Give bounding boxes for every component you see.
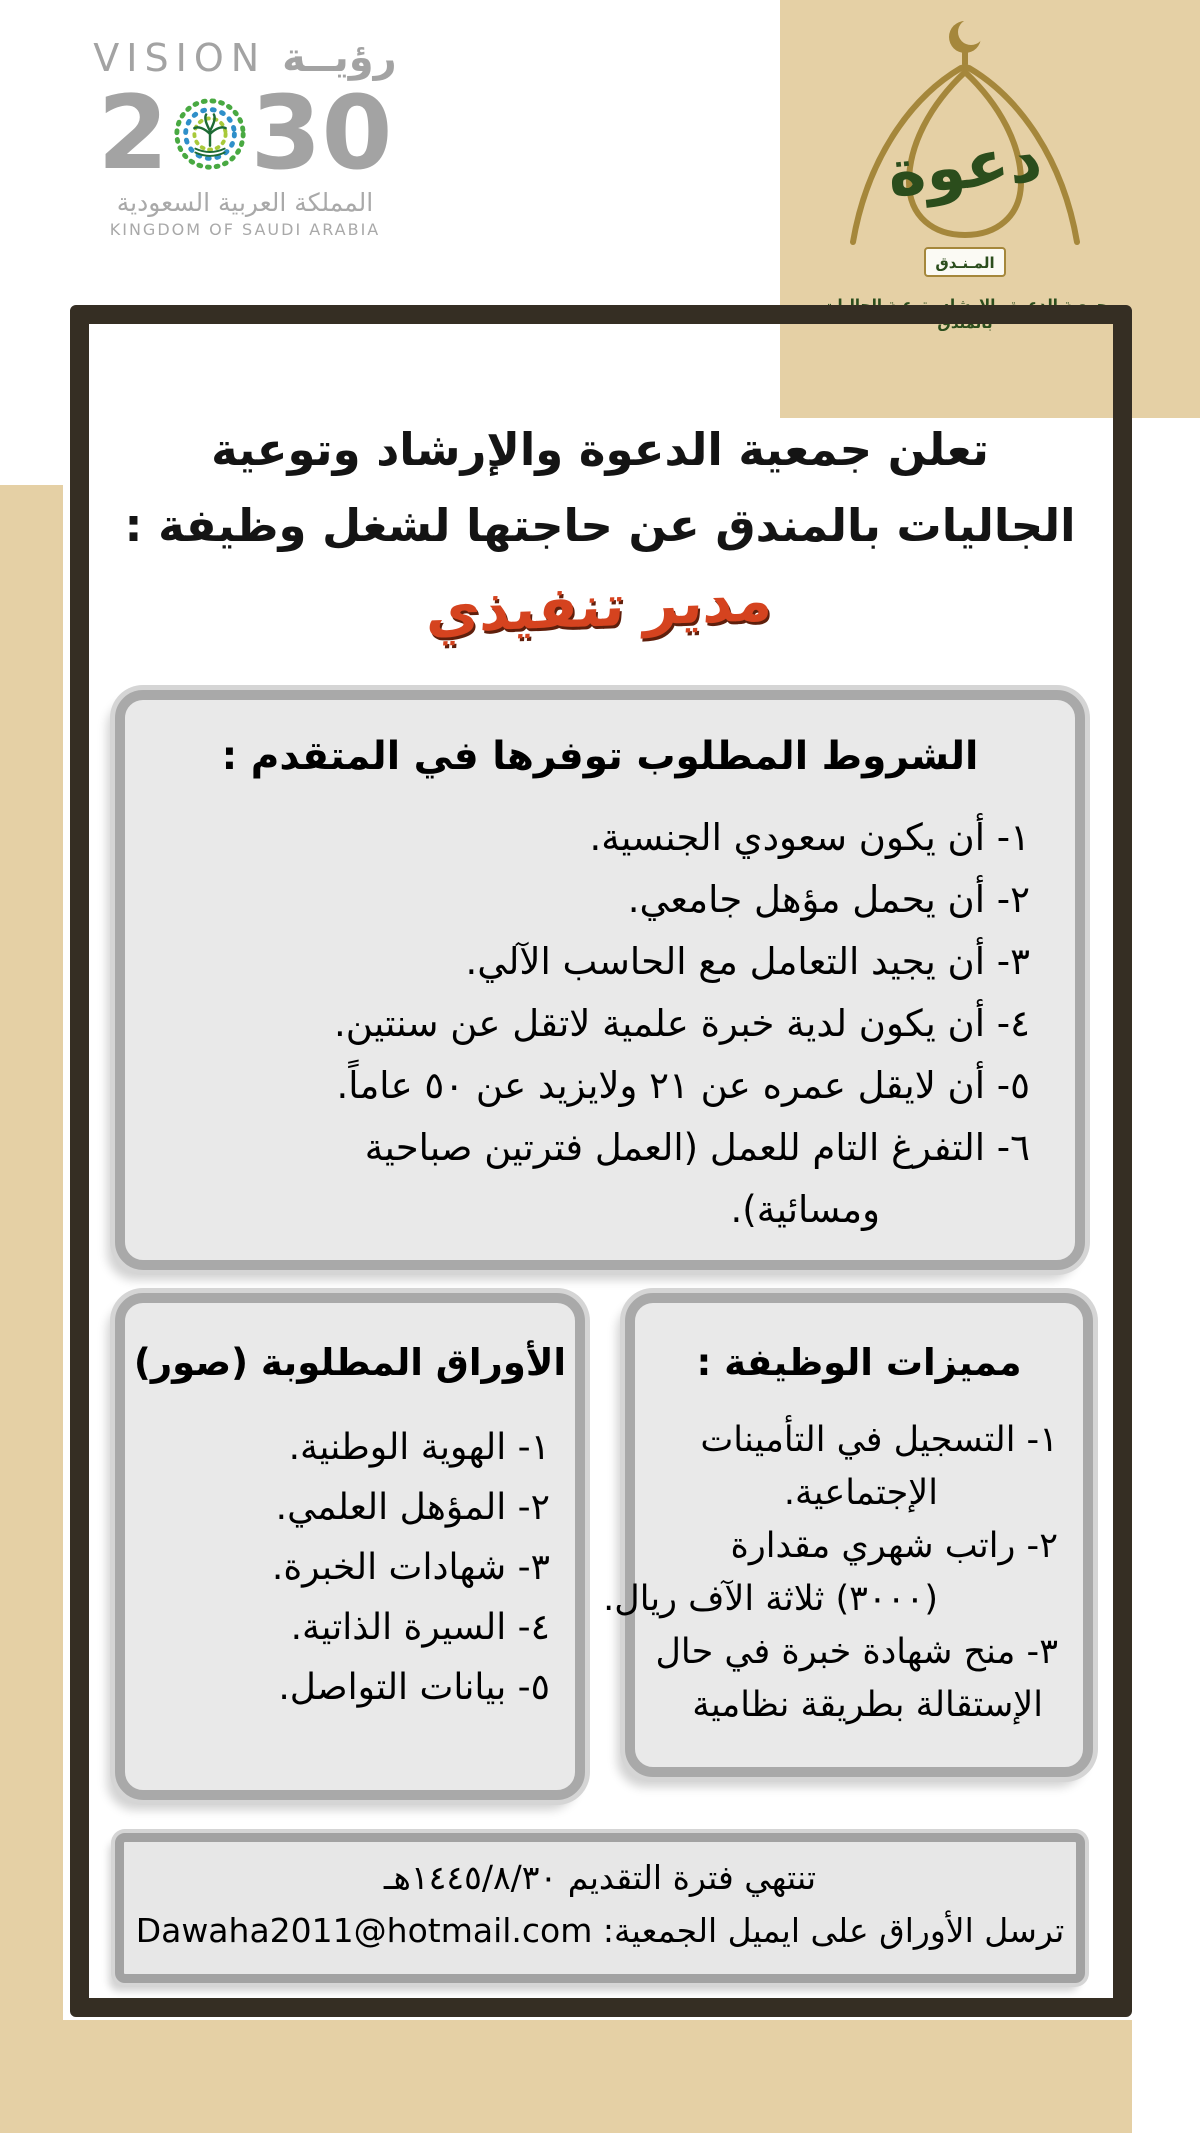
email-address: Dawaha2011@hotmail.com bbox=[135, 1911, 593, 1950]
dawah-org-logo bbox=[815, 10, 1115, 290]
benefit-item-continuation: (٣٠٠٠) ثلاثة الآف ريال. bbox=[603, 1579, 938, 1619]
condition-item: ٣- أن يجيد التعامل مع الحاسب الآلي. bbox=[465, 940, 1030, 983]
vision-2030-year bbox=[85, 74, 405, 193]
email-line bbox=[124, 1911, 1076, 1950]
job-title: مدير تنفيذي bbox=[424, 566, 776, 646]
document-item: ٤- السيرة الذاتية. bbox=[290, 1607, 550, 1648]
year-digits-30: 30 bbox=[250, 74, 393, 193]
condition-item: ٦- التفرغ التام للعمل (العمل فترتين صباحية bbox=[364, 1126, 1030, 1169]
announcement-title bbox=[120, 412, 1080, 564]
saudi-emblem-icon bbox=[171, 95, 249, 173]
conditions-box bbox=[115, 690, 1085, 1270]
beige-block-bottom bbox=[0, 2020, 1132, 2133]
benefit-item: ٣- منح شهادة خبرة في حال bbox=[655, 1632, 1058, 1672]
announcement-line-1: تعلن جمعية الدعوة والإرشاد وتوعية bbox=[211, 423, 989, 476]
documents-heading: الأوراق المطلوبة (صور) bbox=[133, 1341, 567, 1384]
benefit-item-continuation: الإستقالة بطريقة نظامية bbox=[692, 1685, 1043, 1725]
announcement-line-2: الجاليات بالمندق عن حاجتها لشغل وظيفة : bbox=[124, 499, 1076, 552]
benefit-item-continuation: الإجتماعية. bbox=[783, 1473, 938, 1513]
badge-text: المـنـدق bbox=[935, 254, 995, 272]
vision-2030-logo bbox=[85, 35, 405, 239]
deadline-line: تنتهي فترة التقديم ١٤٤٥/٨/٣٠هـ bbox=[383, 1858, 817, 1897]
condition-item: ٤- أن يكون لدية خبرة علمية لاتقل عن سنتين. bbox=[334, 1002, 1030, 1045]
condition-item: ٢- أن يحمل مؤهل جامعي. bbox=[627, 878, 1030, 921]
email-line-prefix: ترسل الأوراق على ايميل الجمعية: bbox=[602, 1911, 1065, 1950]
benefit-item: ٢- راتب شهري مقدارة bbox=[730, 1526, 1058, 1566]
kingdom-name-arabic: المملكة العربية السعودية bbox=[116, 188, 374, 217]
vision-wordmark bbox=[85, 35, 405, 81]
condition-item: ١- أن يكون سعودي الجنسية. bbox=[589, 816, 1030, 859]
condition-item-continuation: ومسائية). bbox=[730, 1188, 880, 1231]
year-digit-2: 2 bbox=[97, 74, 169, 193]
vision-en-text: VISION bbox=[93, 36, 267, 80]
org-name-line: جمعية الدعوة والإرشاد وتوعية الجاليات بالمندق bbox=[822, 296, 1108, 332]
documents-list bbox=[125, 1418, 575, 1718]
document-item: ٣- شهادات الخبرة. bbox=[271, 1547, 550, 1588]
document-item: ٥- بيانات التواصل. bbox=[278, 1667, 550, 1708]
calligraphy-dawah-text: دعوة bbox=[884, 122, 1046, 212]
condition-item: ٥- أن لايقل عمره عن ٢١ ولايزيد عن ٥٠ عاماً. bbox=[336, 1064, 1030, 1107]
benefits-box bbox=[603, 1293, 1093, 1777]
beige-strip-left bbox=[0, 485, 63, 2133]
document-item: ١- الهوية الوطنية. bbox=[288, 1427, 550, 1468]
footer-box bbox=[115, 1833, 1085, 1983]
documents-box bbox=[115, 1293, 585, 1800]
kingdom-name-english: KINGDOM OF SAUDI ARABIA bbox=[109, 220, 381, 239]
benefit-item: ١- التسجيل في التأمينات bbox=[700, 1420, 1058, 1460]
vision-ar-text: رؤيــة bbox=[282, 35, 397, 81]
benefits-heading: مميزات الوظيفة : bbox=[696, 1341, 1022, 1384]
conditions-list bbox=[125, 807, 1075, 1241]
benefits-list bbox=[603, 1414, 1083, 1732]
conditions-heading: الشروط المطلوب توفرها في المتقدم : bbox=[221, 734, 979, 779]
document-item: ٢- المؤهل العلمي. bbox=[275, 1487, 550, 1528]
